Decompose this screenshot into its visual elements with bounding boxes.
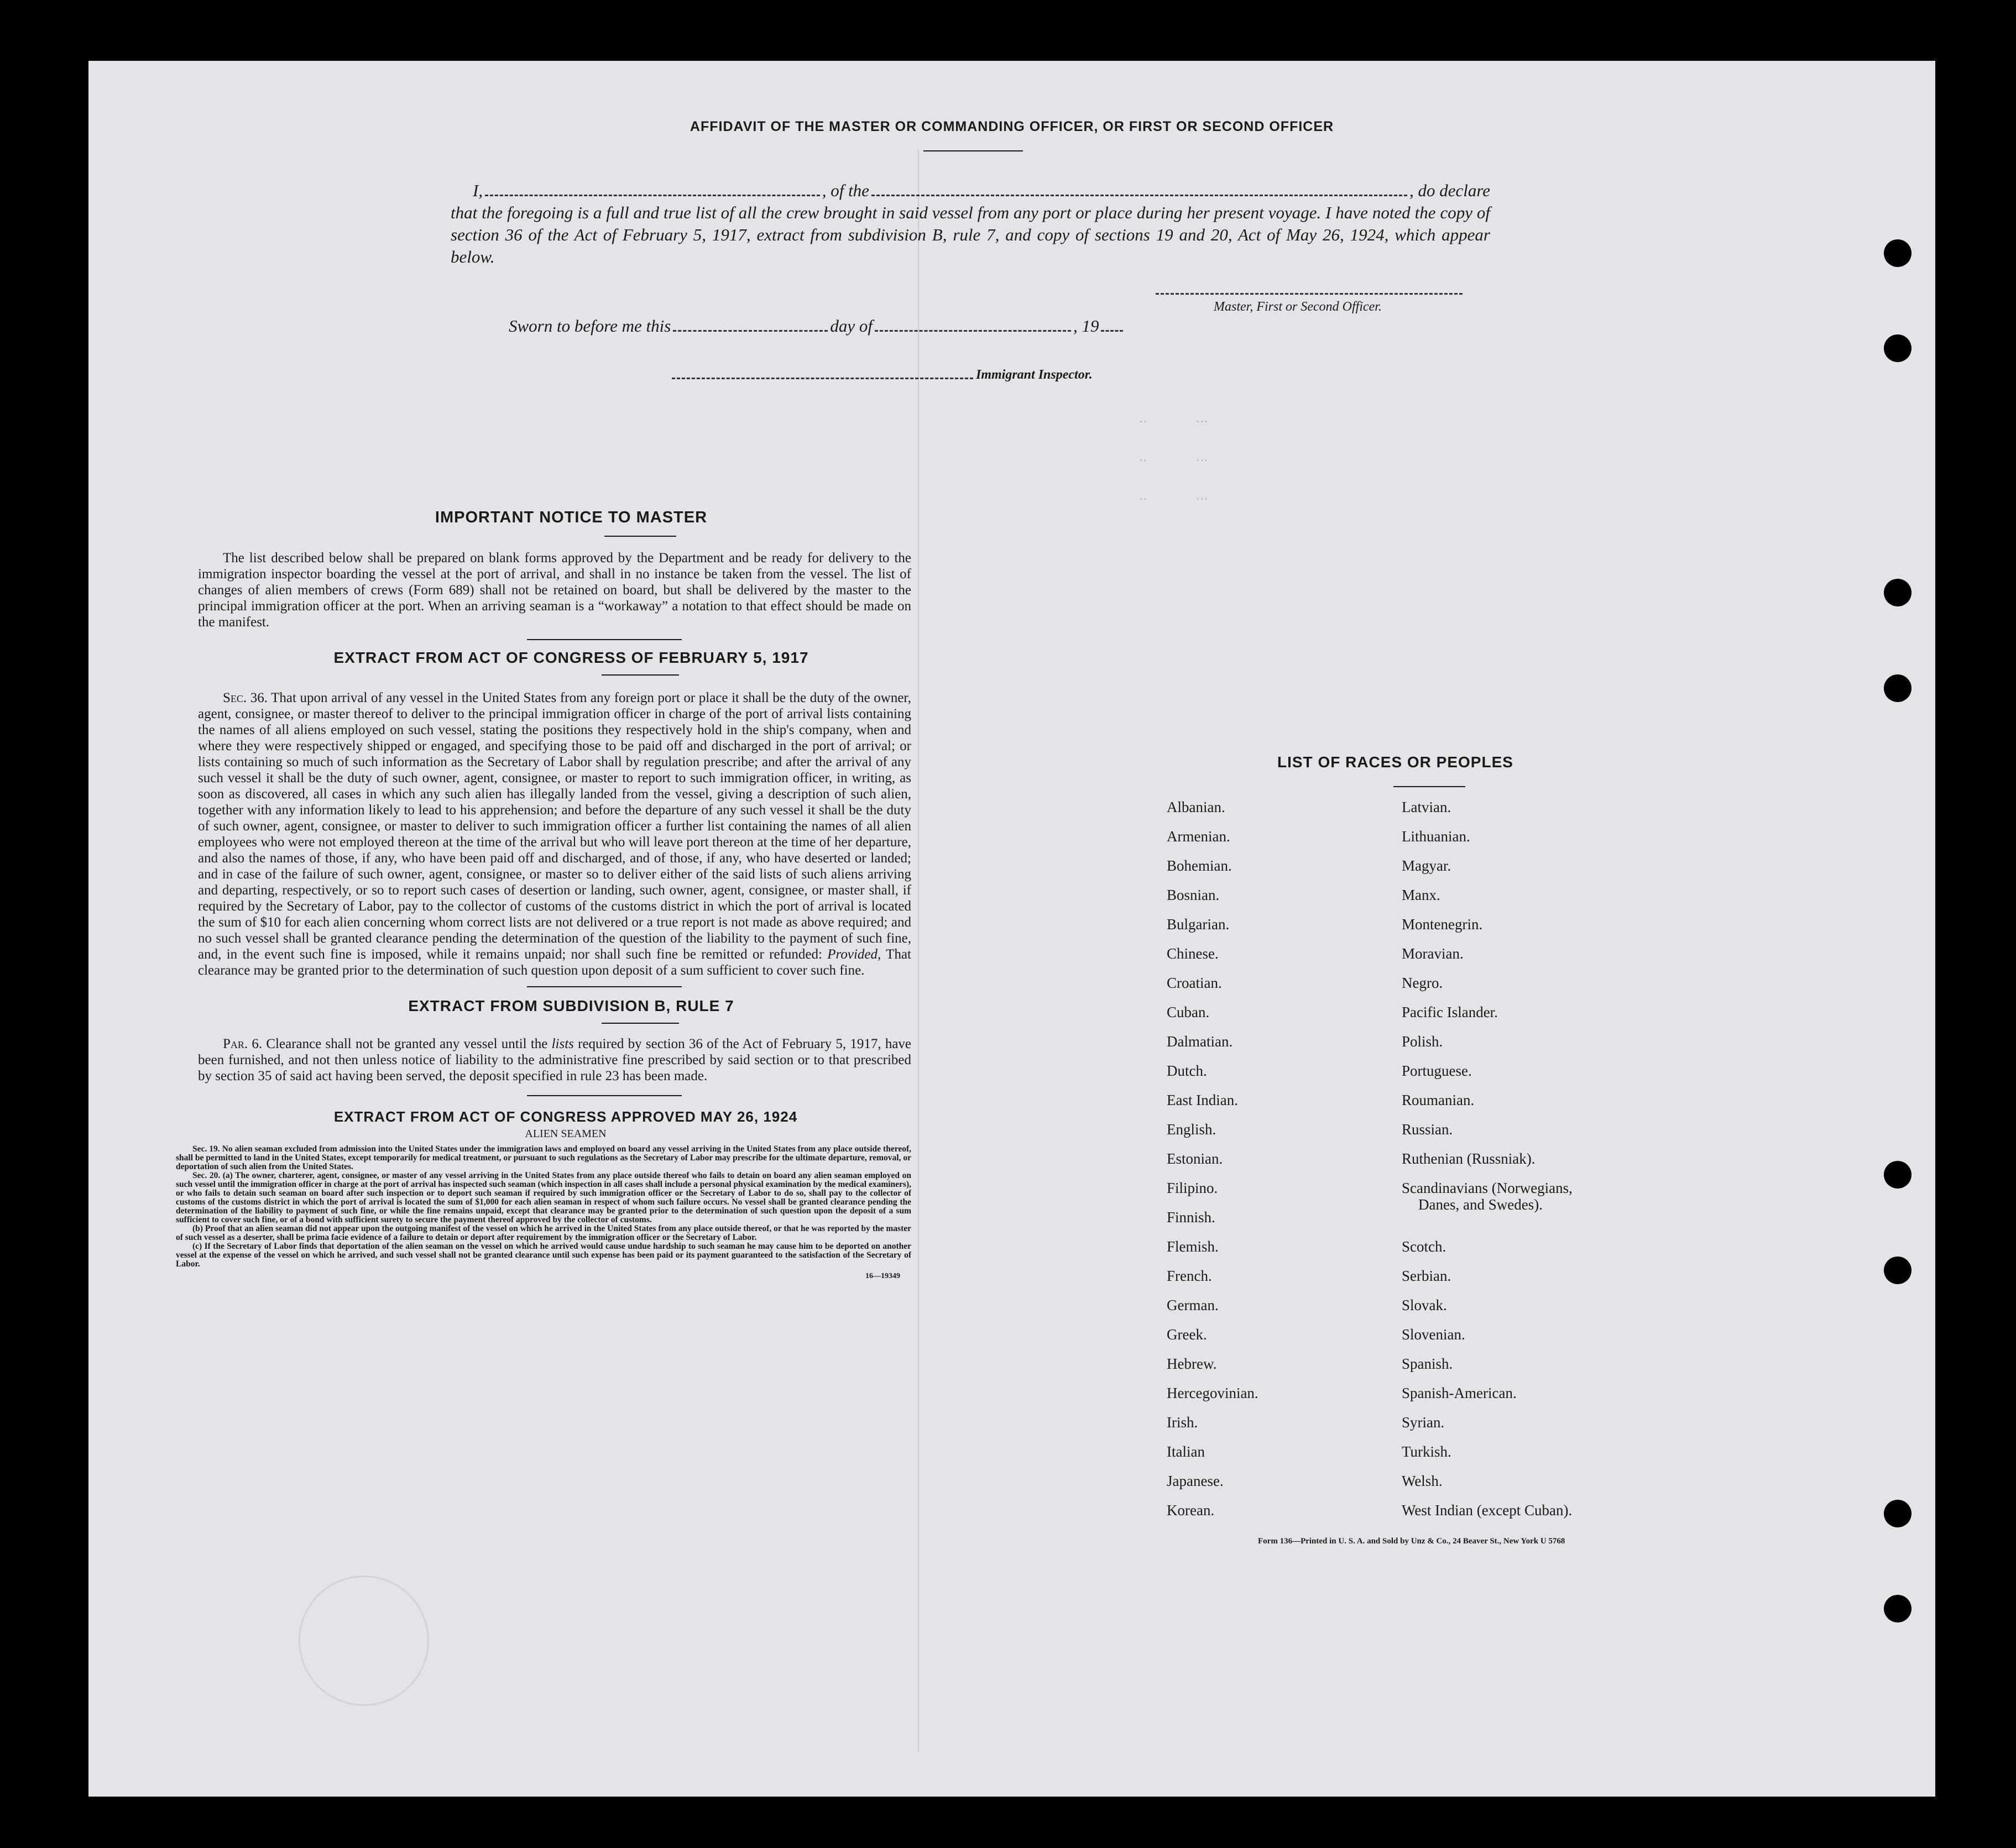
sec-19-text: Sec. 19. No alien seaman excluded from admission into the United States under the immigration laws and employed on board any vessel arriving in the United States from any place outside thereof, shall be permitted to land in the United States, except temporarily for medical treatment, or pursuant to such regulations as the Secretary of Labor may prescribe for the ultimate departure, removal, or deportation of such alien from the United States.: [176, 1144, 911, 1171]
race-item: Japanese.: [1167, 1473, 1224, 1489]
race-item: Turkish.: [1402, 1443, 1451, 1460]
alien-seamen-subtitle: ALIEN SEAMEN: [525, 1128, 607, 1140]
punch-hole: [1884, 1595, 1911, 1622]
form-code: 16—19349: [865, 1272, 900, 1280]
race-item: Bulgarian.: [1167, 916, 1230, 933]
provided-word: Provided,: [827, 947, 881, 962]
race-item: Slovak.: [1402, 1297, 1447, 1313]
master-signature-line: [1156, 293, 1463, 295]
race-item: Estonian.: [1167, 1150, 1223, 1167]
punch-hole: [1884, 674, 1911, 702]
sworn-line: [509, 316, 1189, 336]
printer-footer: Form 136—Printed in U. S. A. and Sold by Unz & Co., 24 Beaver St., New York U 5768: [1258, 1537, 1565, 1546]
sec-36-tail: That clearance may be granted prior to the determination of such question upon deposit of a sum sufficient to cover such fine.: [198, 947, 911, 978]
document-sheet: [88, 61, 1935, 1797]
races-title: LIST OF RACES OR PEOPLES: [1277, 753, 1513, 771]
race-item: Slovenian.: [1402, 1326, 1465, 1343]
race-item: Portuguese.: [1402, 1062, 1472, 1079]
sworn-day-blank: [673, 330, 828, 332]
race-item: Korean.: [1167, 1502, 1215, 1519]
race-item: Hebrew.: [1167, 1355, 1217, 1372]
race-item: Russian.: [1402, 1121, 1453, 1138]
race-item: Bosnian.: [1167, 887, 1220, 903]
fold-line: [918, 149, 919, 1752]
of-the-label: , of the: [822, 181, 869, 200]
race-item: Dutch.: [1167, 1062, 1207, 1079]
name-blank: [485, 195, 820, 196]
race-item: Latvian.: [1402, 799, 1451, 815]
separator-rule: [527, 639, 682, 640]
bleed-through-marks: ·· ···: [1139, 415, 1208, 428]
race-item: Flemish.: [1167, 1238, 1219, 1255]
notice-body: The list described below shall be prepared on blank forms approved by the Department and be ready for delivery to the immigration inspector boarding the vessel at the port of arrival, and shall in no instance be taken from the vessel. The list of changes of alien members of crews (Form 689) shall not be retained on board, but shall be delivered by the master to the principal immigration officer at the port. When an arriving seaman is a “workaway” a notation to that effect should be made on the manifest.: [198, 551, 911, 630]
inspector-signature-label: Immigrant Inspector.: [976, 368, 1093, 382]
race-item: Serbian.: [1402, 1268, 1451, 1284]
sec-20c-text: (c) If the Secretary of Labor finds that deportation of the alien seaman on the vessel on which he arrived would cause undue hardship to such seaman he may cause him to be deported on another vessel at the expense of the vessel on which he arrived, and such vessel shall not be granted clearance until such expense has been paid or its payment guaranteed to the satisfaction of the Secretary of Labor.: [176, 1242, 911, 1269]
race-item: Danes, and Swedes).: [1418, 1196, 1543, 1213]
title-rule: [923, 150, 1023, 151]
rule-7-text-b: required by section 36 of the Act of February 5, 1917, have been furnished, and not then unless notice of liability to the administrative fine prescribed by said section or to that prescribed by section 35 of said act having been served, the deposit specified in rule 23 has been made.: [198, 1036, 912, 1083]
race-item: Scotch.: [1402, 1238, 1446, 1255]
race-item: Filipino.: [1167, 1180, 1218, 1196]
race-item: Spanish.: [1402, 1355, 1453, 1372]
rule-7-rule: [602, 1023, 679, 1024]
separator-rule: [527, 986, 682, 987]
race-item: German.: [1167, 1297, 1219, 1313]
race-item: West Indian (except Cuban).: [1402, 1502, 1573, 1519]
faint-stamp: [299, 1575, 429, 1706]
left-column: [176, 509, 912, 1281]
race-item: Montenegrin.: [1402, 916, 1483, 933]
extract-1924-body: [176, 1145, 911, 1269]
sworn-month-blank: [875, 330, 1071, 332]
sworn-year-blank: [1101, 330, 1123, 332]
rule-7-body: [198, 1036, 911, 1084]
bleed-through-marks: ·· ···: [1139, 453, 1208, 467]
lists-word: lists: [551, 1036, 574, 1051]
sec-36-label: Sec. 36.: [223, 690, 268, 705]
races-rule: [1393, 786, 1465, 787]
race-item: Croatian.: [1167, 975, 1222, 991]
year-label: , 19: [1073, 316, 1099, 336]
race-item: Pacific Islander.: [1402, 1004, 1498, 1020]
sec-20b-text: (b) Proof that an alien seaman did not appear upon the outgoing manifest of the vessel on which he arrived in the United States from any place outside thereof, or that he was reported by the master of such vessel as a deserter, shall be prima facie evidence of a failure to detain or deport after requirement by the immigration officer or the Secretary of Labor.: [176, 1224, 911, 1242]
race-item: Italian: [1167, 1443, 1205, 1460]
race-item: Moravian.: [1402, 945, 1464, 962]
rule-7-text-a: Clearance shall not be granted any vessel until the: [266, 1036, 548, 1051]
race-item: Chinese.: [1167, 945, 1219, 962]
race-item: English.: [1167, 1121, 1216, 1138]
race-item: Bohemian.: [1167, 857, 1232, 874]
extract-1924-title: EXTRACT FROM ACT OF CONGRESS APPROVED MAY 26, 1924: [333, 1108, 798, 1125]
race-item: French.: [1167, 1268, 1212, 1284]
notice-title: IMPORTANT NOTICE TO MASTER: [435, 509, 708, 526]
separator-rule: [527, 1095, 682, 1096]
rule-7-title: EXTRACT FROM SUBDIVISION B, RULE 7: [408, 997, 734, 1014]
extract-1917-body: [198, 690, 911, 978]
i-label: I,: [473, 181, 483, 200]
race-item: Roumanian.: [1402, 1092, 1475, 1108]
race-item: Magyar.: [1402, 857, 1451, 874]
master-signature-label: Master, First or Second Officer.: [1214, 300, 1382, 314]
race-item: Dalmatian.: [1167, 1033, 1233, 1050]
sec-20a-text: Sec. 20. (a) The owner, charterer, agent, consignee, or master of any vessel arriving in the United States from any place outside thereof who fails to detain on board any alien seaman employed on such vessel until the immigration officer in charge at the port of arrival has inspected such seaman (which inspection in all cases shall include a personal physical examination by the medical examiners), or who fails to detain such seaman on board after such inspection or to deport such seaman if required by such immigration officer or the Secretary of Labor to do so, shall pay to the collector of customs of the customs district in which the port of arrival is located the sum of $1,000 for each alien seaman in respect of whom such failure occurs. No vessel shall be granted clearance pending the determination of the liability to payment of such fine, or while the fine remains unpaid, except that clearance may be granted prior to the determination of such question upon the deposit of a sum sufficient to cover such fine, or of a bond with sufficient surety to secure the payment thereof approved by the collector of customs.: [176, 1171, 911, 1224]
punch-hole: [1884, 1257, 1911, 1284]
race-item: Syrian.: [1402, 1414, 1445, 1431]
notice-rule: [604, 536, 676, 537]
race-item: Greek.: [1167, 1326, 1207, 1343]
sworn-label: Sworn to before me this: [509, 316, 671, 336]
race-item: Scandinavians (Norwegians,: [1402, 1180, 1573, 1196]
inspector-signature-line: [672, 378, 973, 379]
punch-hole: [1884, 1161, 1911, 1189]
race-item: Armenian.: [1167, 828, 1230, 845]
race-item: Welsh.: [1402, 1473, 1443, 1489]
day-of-label: day of: [830, 316, 873, 336]
extract-1917-rule: [602, 674, 679, 676]
affidavit-body: that the foregoing is a full and true list of all the crew brought in said vessel from any port or place during her present voyage. I have noted the copy of section 36 of the Act of February 5, 1917, extract from subdivision B, rule 7, and copy of sections 19 and 20, Act of May 26, 1924, which appear below.: [451, 203, 1490, 266]
race-item: Manx.: [1402, 887, 1440, 903]
race-item: Finnish.: [1167, 1209, 1215, 1226]
par-6-label: Par. 6.: [223, 1036, 263, 1051]
vessel-blank: [871, 195, 1407, 196]
race-item: Polish.: [1402, 1033, 1443, 1050]
bleed-through-marks: ·· ···: [1139, 492, 1208, 506]
affidavit-declaration: [451, 180, 1490, 268]
sec-36-text: That upon arrival of any vessel in the United States from any foreign port or place it shall be the duty of the owner, agent, consignee, or master thereof to deliver to the principal immigration officer in charge of the port of arrival lists containing the names of all aliens employed on such vessel, stating the positions they respectively hold in the ship's company, when and where they were respectively shipped or engaged, and specifying those to be paid off and discharged in the port of arrival; or lists containing so much of such information as the Secretary of Labor shall by regulation prescribe; and after the arrival of any such vessel it shall be the duty of such owner, agent, consignee, or master to report to such immigration officer, in writing, as soon as discovered, all cases in which any such alien has illegally landed from the vessel, giving a description of such alien, together with any information likely to lead to his apprehension; and before the departure of any such vessel it shall be the duty of such owner, agent, consignee, or master to deliver to such immigration officer a further list containing the names of all alien employees who were not employed thereon at the time of the arrival but who will leave port thereon at the time of her departure, and also the names of those, if any, who have been paid off and discharged, and of those, if any, who have deserted or landed; and in case of the failure of such owner, agent, consignee, or master so to deliver either of the said lists of such aliens arriving and departing, respectively, or so to report such cases of desertion or landing, such owner, agent, consignee, or master shall, if required by the Secretary of Labor, pay to the collector of customs of the customs district in which the port of arrival is located the sum of $10 for each alien concerning whom correct lists are not delivered or a true report is not made as above required; and no such vessel shall be granted clearance pending the determination of the question of the liability to the payment of such fine, and, in the event such fine is imposed, while it remains unpaid; nor shall such fine be remitted or refunded:: [198, 690, 911, 962]
race-item: Ruthenian (Russniak).: [1402, 1150, 1535, 1167]
affidavit-title: AFFIDAVIT OF THE MASTER OR COMMANDING OFFICER, OR FIRST OR SECOND OFFICER: [690, 119, 1334, 134]
punch-hole: [1884, 579, 1911, 606]
race-item: East Indian.: [1167, 1092, 1238, 1108]
race-item: Cuban.: [1167, 1004, 1210, 1020]
race-item: Spanish-American.: [1402, 1385, 1517, 1401]
extract-1917-title: EXTRACT FROM ACT OF CONGRESS OF FEBRUARY 5, 1917: [333, 649, 809, 666]
race-item: Irish.: [1167, 1414, 1198, 1431]
race-item: Albanian.: [1167, 799, 1225, 815]
punch-hole: [1884, 239, 1911, 267]
punch-hole: [1884, 1500, 1911, 1527]
race-item: Lithuanian.: [1402, 828, 1470, 845]
race-item: Negro.: [1402, 975, 1443, 991]
punch-hole: [1884, 334, 1911, 362]
race-item: Hercegovinian.: [1167, 1385, 1258, 1401]
do-declare-label: , do declare: [1409, 181, 1490, 200]
